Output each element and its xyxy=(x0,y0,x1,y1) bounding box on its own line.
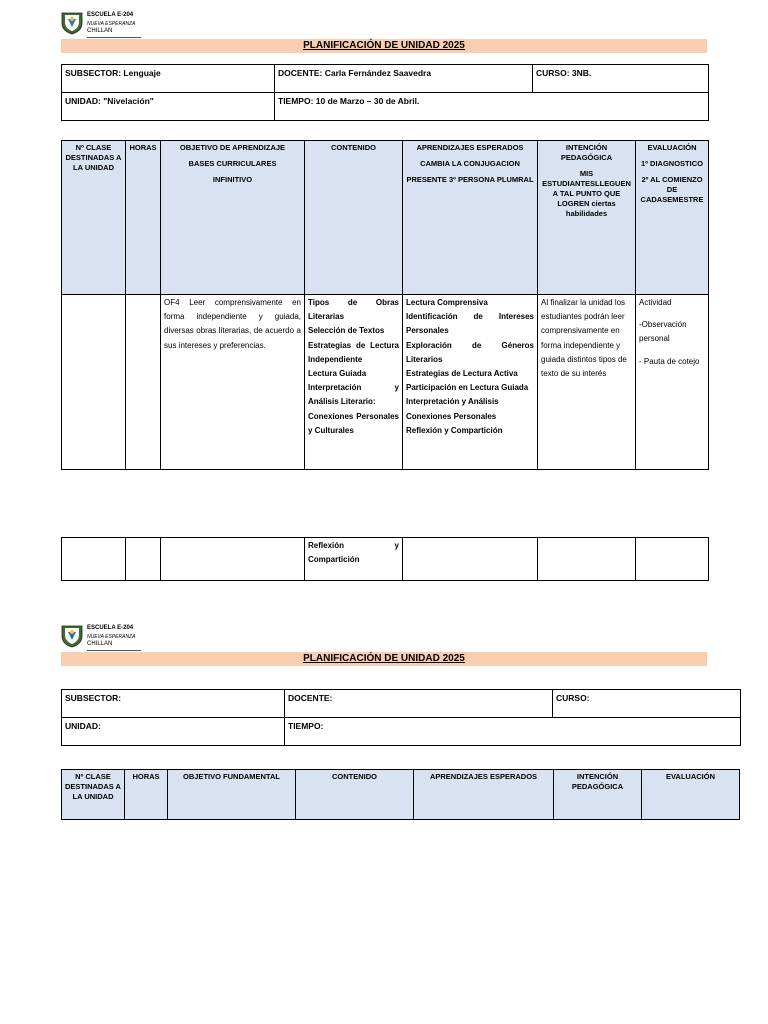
cell-horas xyxy=(126,538,161,581)
header-intencion-line: INTENCIÓN PEDAGÓGICA xyxy=(560,143,613,162)
aprendizaje-item: Conexiones Personales xyxy=(406,411,497,421)
aprendizaje-item: Exploración de Géneros Literarios xyxy=(406,340,534,364)
aprendizaje-item: Estrategias de Lectura Activa xyxy=(406,369,518,379)
aprendizaje-item: Interpretación y Análisis xyxy=(406,397,499,407)
subsector-field: SUBSECTOR: xyxy=(62,690,285,718)
header-horas: HORAS xyxy=(125,770,168,820)
header-clase: Nº CLASE DESTINADAS A LA UNIDAD xyxy=(62,770,125,820)
curso-field: CURSO: 3NB. xyxy=(533,65,709,93)
table-row xyxy=(62,538,709,581)
cell-objetivo xyxy=(161,538,305,581)
school-name: ESCUELA E-204 xyxy=(87,12,134,18)
contenido-item: Lectura Guiada xyxy=(308,369,367,379)
school-divider xyxy=(87,650,141,651)
header-intencion: INTENCIÓN PEDAGÓGICA xyxy=(554,770,642,820)
school-shield-icon xyxy=(61,624,83,648)
planning-table xyxy=(61,140,709,470)
header-aprendizajes: APRENDIZAJES ESPERADOS xyxy=(414,770,554,820)
planning-table-continued xyxy=(61,537,709,581)
header-objetivo xyxy=(161,141,305,295)
planning-table xyxy=(61,769,740,820)
header-contenido: CONTENIDO xyxy=(296,770,414,820)
cell-contenido xyxy=(305,295,403,470)
header-evaluacion xyxy=(636,141,709,295)
header-contenido: CONTENIDO xyxy=(305,141,403,295)
unidad-field: UNIDAD: xyxy=(62,718,285,746)
school-subtitle: NUEVA ESPERANZA xyxy=(87,634,136,640)
cell-aprendizajes xyxy=(403,295,538,470)
contenido-item: Interpretación y Análisis Literario: xyxy=(308,383,399,407)
school-city: CHILLAN xyxy=(87,28,113,34)
school-shield-icon xyxy=(61,11,83,35)
cell-evaluacion xyxy=(636,295,709,470)
cell-horas xyxy=(126,295,161,470)
aprendizaje-item: Reflexión y Compartición xyxy=(406,425,503,435)
cell-intencion xyxy=(538,538,636,581)
header-horas: HORAS xyxy=(126,141,161,295)
unit-info-table xyxy=(61,64,709,121)
unidad-field: UNIDAD: "Nivelación" xyxy=(62,93,275,121)
header-objetivo-line: INFINITIVO xyxy=(212,175,253,184)
cell-clase xyxy=(62,538,126,581)
aprendizaje-item: Participación en Lectura Guiada xyxy=(406,383,529,393)
cell-evaluacion xyxy=(636,538,709,581)
header-aprendizajes-line: CAMBIA LA CONJUGACION xyxy=(420,159,520,168)
aprendizaje-item: Identificación de Intereses Personales xyxy=(406,312,534,336)
curso-field: CURSO: xyxy=(553,690,741,718)
tiempo-field: TIEMPO: 10 de Marzo – 30 de Abril. xyxy=(275,93,709,121)
school-subtitle: NUEVA ESPERANZA xyxy=(87,21,136,27)
header-aprendizajes-line: APRENDIZAJES ESPERADOS xyxy=(416,143,524,152)
unit-info-table xyxy=(61,689,741,746)
header-evaluacion-line: 2º AL COMIENZO DE CADASEMESTRE xyxy=(640,175,704,204)
subsector-field: SUBSECTOR: Lenguaje xyxy=(62,65,275,93)
evaluacion-item: Actividad xyxy=(639,298,672,307)
header-clase: Nº CLASE DESTINADAS A LA UNIDAD xyxy=(62,141,126,295)
contenido-item: Selección de Textos xyxy=(308,326,385,336)
header-aprendizajes-line: PRESENTE 3º PERSONA PLUMRAL xyxy=(406,175,534,184)
page-title: PLANIFICACIÓN DE UNIDAD 2025 xyxy=(61,39,707,53)
page-title: PLANIFICACIÓN DE UNIDAD 2025 xyxy=(61,652,707,666)
school-divider xyxy=(87,37,141,38)
contenido-item: Tipos de Obras Literarias xyxy=(308,298,399,322)
contenido-item: Estrategias de Lectura Independiente xyxy=(308,340,399,364)
table-row xyxy=(62,295,709,470)
header-intencion xyxy=(538,141,636,295)
header-evaluacion-line: EVALUACIÓN xyxy=(647,143,697,152)
cell-aprendizajes xyxy=(403,538,538,581)
header-evaluacion: EVALUACIÓN xyxy=(642,770,740,820)
contenido-item: Conexiones Personales y Culturales xyxy=(308,411,399,435)
evaluacion-item: - Pauta de cotejo xyxy=(639,356,700,366)
evaluacion-item: -Observación personal xyxy=(639,320,687,344)
cell-contenido: Reflexión y Compartición xyxy=(305,538,403,581)
header-objetivo: OBJETIVO FUNDAMENTAL xyxy=(168,770,296,820)
cell-intencion: Al finalizar la unidad los estudiantes podrán leer comprensivamente en forma independiente y guiada distintos tipos de texto de su interés xyxy=(538,295,636,470)
header-aprendizajes xyxy=(403,141,538,295)
school-city: CHILLAN xyxy=(87,641,113,647)
header-intencion-line: MIS ESTUDIANTESLLEGUEN A TAL PUNTO QUE LOGREN ciertas habilidades xyxy=(542,169,631,218)
header-evaluacion-line: 1º DIAGNOSTICO xyxy=(641,159,703,168)
tiempo-field: TIEMPO: xyxy=(285,718,741,746)
header-objetivo-line: OBJETIVO DE APRENDIZAJE xyxy=(179,143,286,152)
cell-objetivo: OF4 Leer comprensivamente en forma independiente y guiada, diversas obras literarias, de acuerdo a sus intereses y preferencias. xyxy=(161,295,305,470)
aprendizaje-item: Lectura Comprensiva xyxy=(406,298,488,307)
cell-clase xyxy=(62,295,126,470)
school-name: ESCUELA E-204 xyxy=(87,625,134,631)
docente-field: DOCENTE: Carla Fernández Saavedra xyxy=(275,65,533,93)
docente-field: DOCENTE: xyxy=(285,690,553,718)
header-objetivo-line: BASES CURRICULARES xyxy=(188,159,277,168)
